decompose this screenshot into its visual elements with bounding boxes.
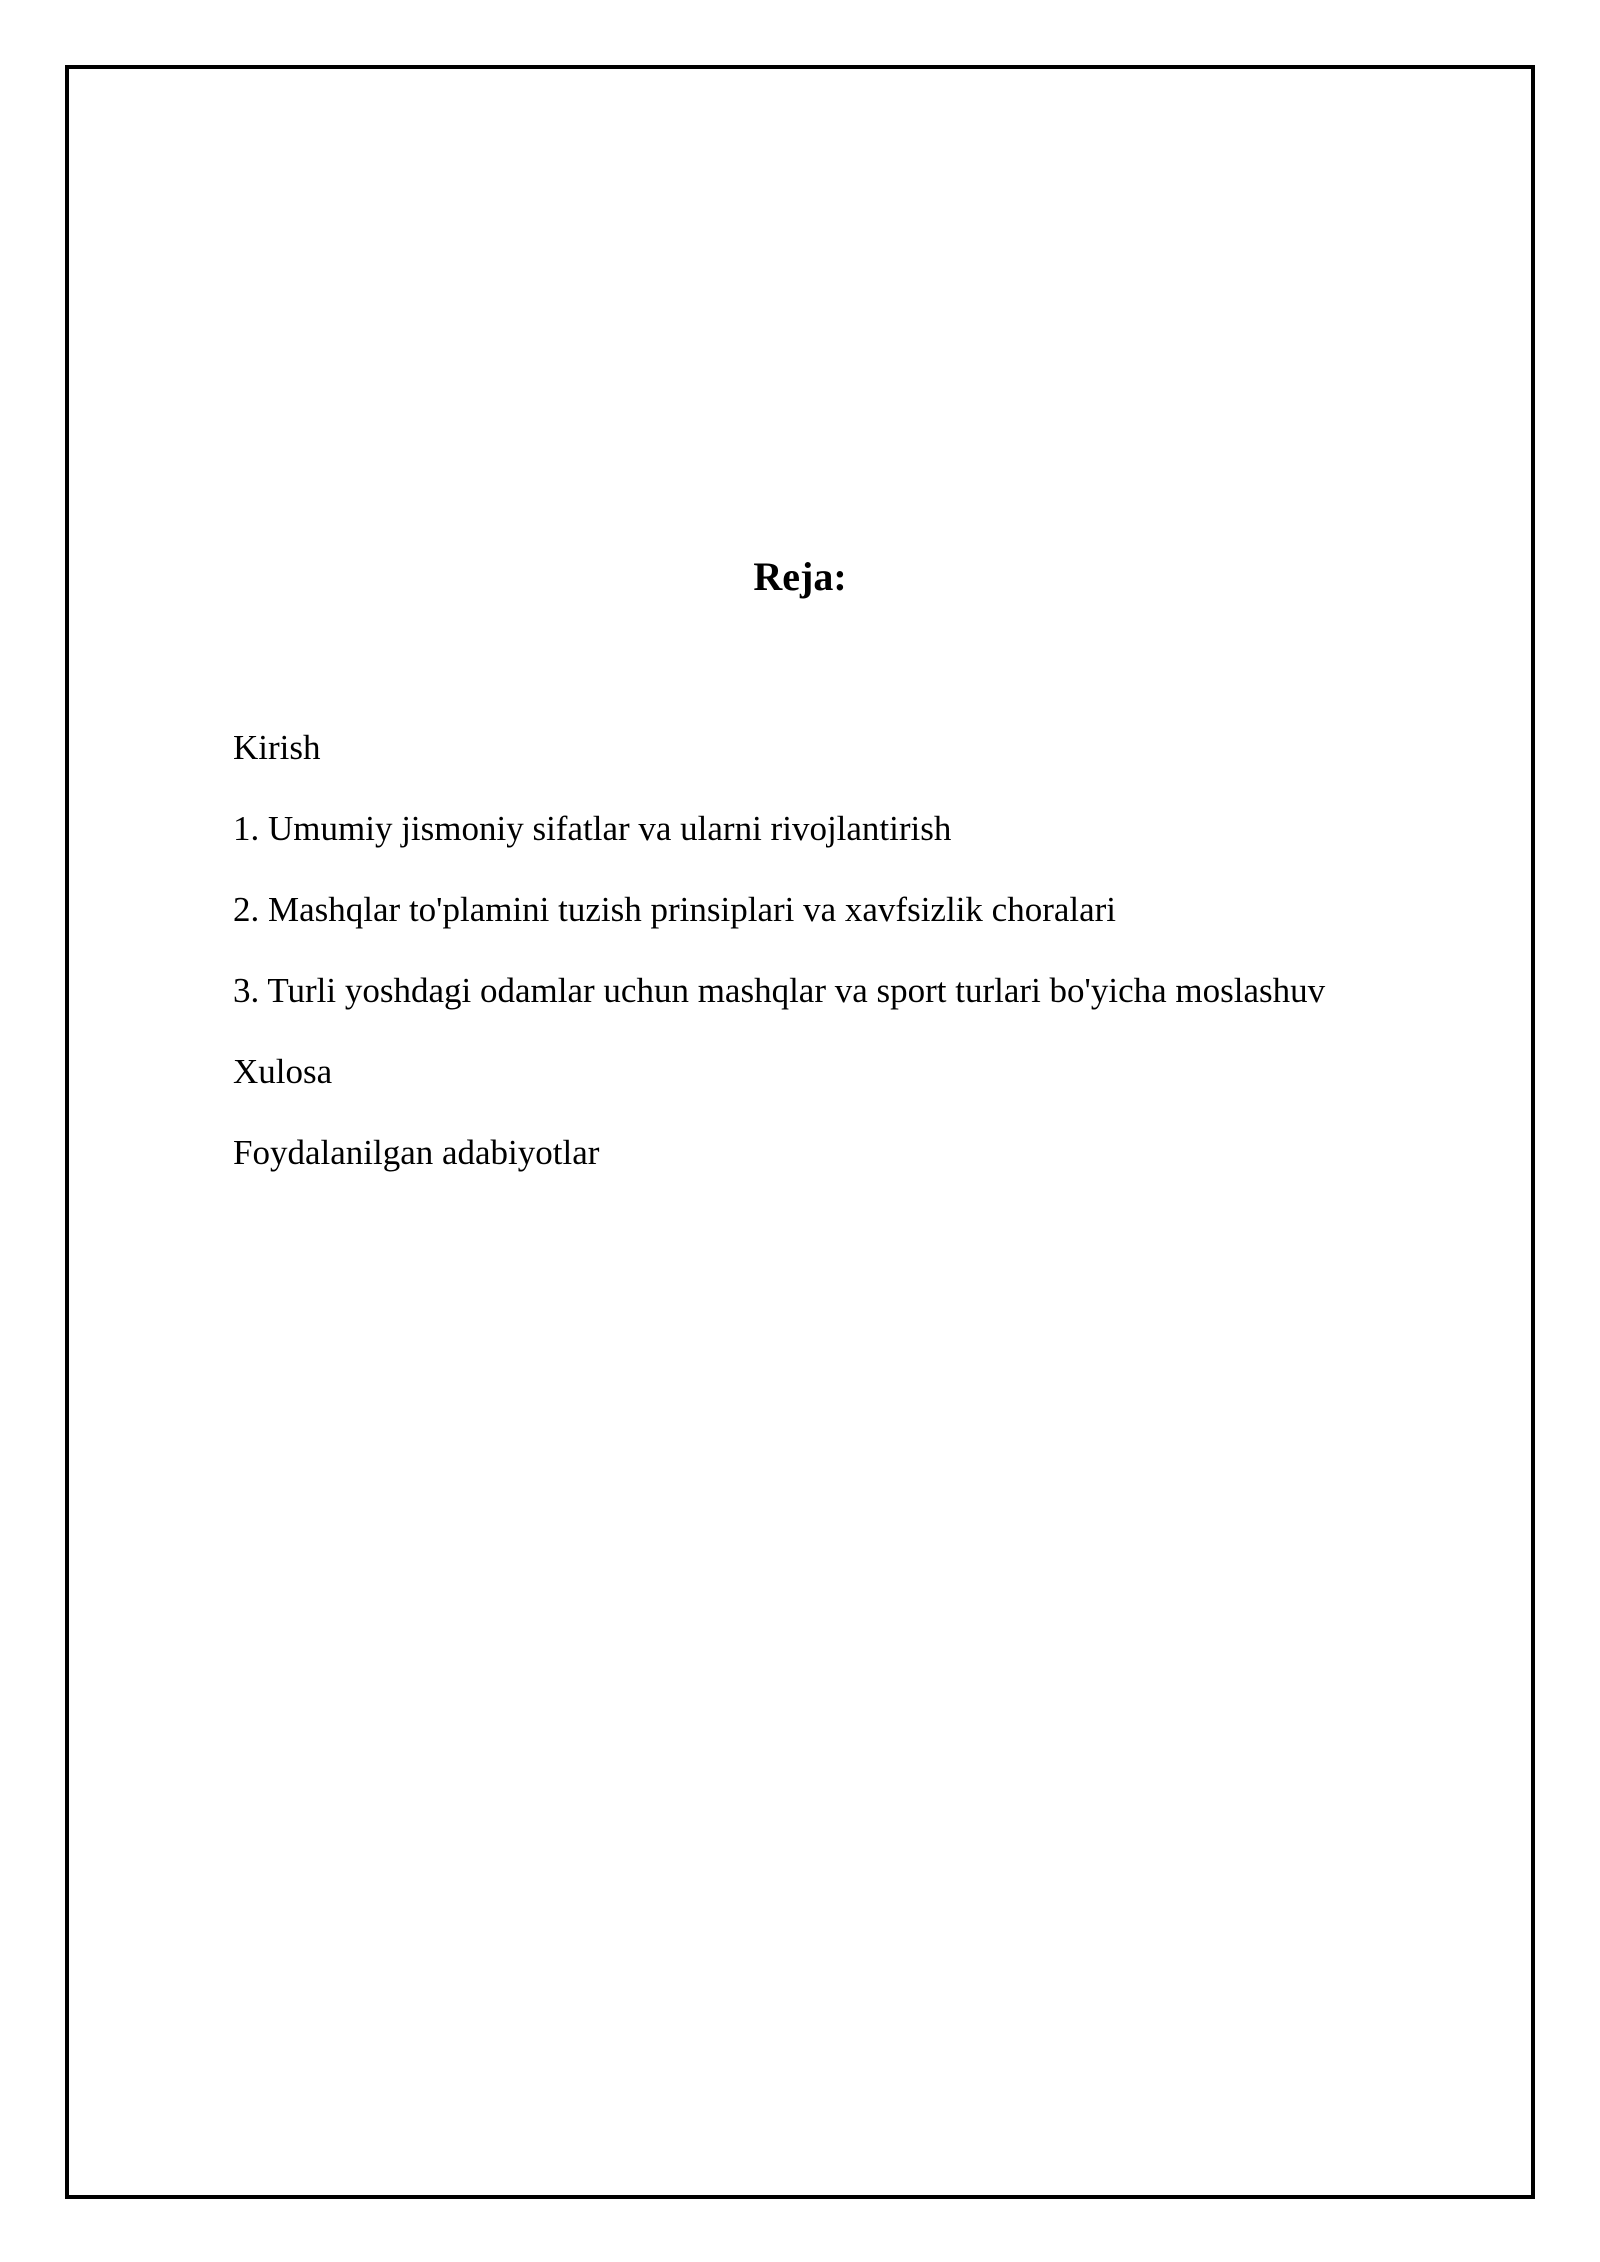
plan-list [233, 707, 1325, 1193]
plan-item-conclusion: Xulosa [233, 1052, 333, 1091]
plan-item-introduction: Kirish [233, 728, 321, 767]
page-border [65, 65, 1535, 2199]
plan-item-references: Foydalanilgan adabiyotlar [233, 1133, 600, 1172]
plan-item-1: 1. Umumiy jismoniy sifatlar va ularni rivojlantirish [233, 809, 952, 848]
plan-item-3: 3. Turli yoshdagi odamlar uchun mashqlar va sport turlari bo'yicha moslashuv [233, 971, 1326, 1010]
plan-item-2: 2. Mashqlar to'plamini tuzish prinsiplari va xavfsizlik choralari [233, 890, 1117, 929]
plan-title: Reja: [753, 554, 847, 599]
